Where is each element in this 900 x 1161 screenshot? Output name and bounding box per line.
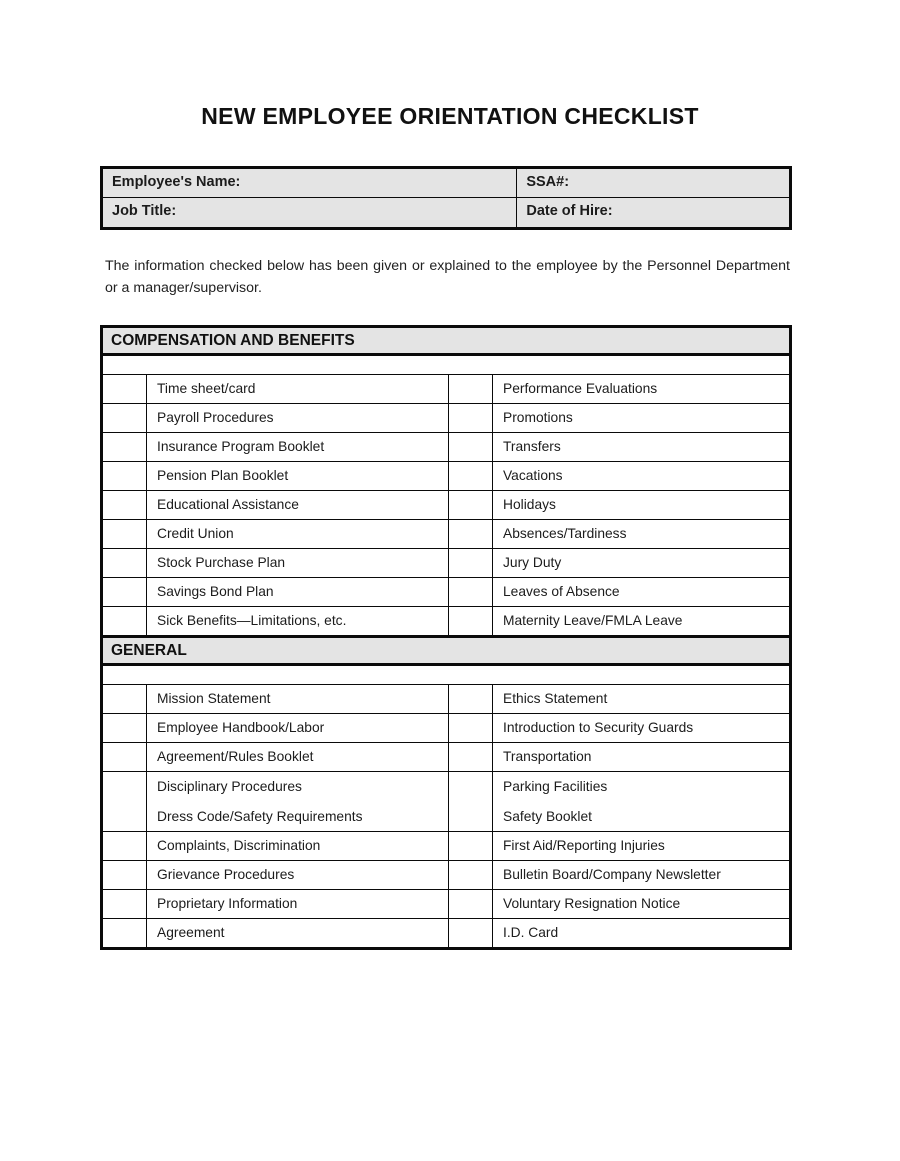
checklist-row [103,462,789,491]
item-cell [147,462,449,490]
date-of-hire-label: Date of Hire: [517,198,789,227]
item-label: Disciplinary Procedures [157,779,302,794]
item-cell [493,578,789,606]
item-label: Credit Union [157,526,234,541]
checkbox-cell [449,861,493,889]
item-cell [147,772,449,831]
item-cell [493,832,789,860]
page-title: NEW EMPLOYEE ORIENTATION CHECKLIST [201,103,699,129]
item-label: Pension Plan Booklet [157,468,289,483]
checkbox-cell [449,743,493,771]
checkbox-cell [103,549,147,577]
item-cell [147,491,449,519]
checkbox-cell [449,375,493,403]
checkbox-cell [103,520,147,548]
item-label: Agreement [157,925,225,940]
checkbox-cell [449,772,493,831]
checkbox-cell [449,404,493,432]
employee-info-table [100,166,792,230]
item-label: Introduction to Security Guards [503,720,694,735]
item-cell [493,462,789,490]
checkbox-cell [103,607,147,635]
checkbox-cell [103,491,147,519]
checkbox-cell [103,714,147,742]
item-cell [493,491,789,519]
item-label: Voluntary Resignation Notice [503,896,681,911]
checkbox-cell [103,890,147,918]
checklist-row [103,433,789,462]
item-label: Complaints, Discrimination [157,838,321,853]
checkbox-cell [449,714,493,742]
item-cell [147,919,449,947]
checklist-row [103,549,789,578]
item-cell [147,714,449,742]
item-label: I.D. Card [503,925,559,940]
item-label: Mission Statement [157,691,271,706]
checkbox-cell [449,433,493,461]
checkbox-cell [449,919,493,947]
checklist-row [103,491,789,520]
job-title-label: Job Title: [103,198,517,227]
info-row-1 [103,169,789,198]
item-label: Dress Code/Safety Requirements [157,808,363,824]
checklist-row [103,578,789,607]
item-cell [147,520,449,548]
checkbox-cell [103,462,147,490]
section-heading-compensation-and-benefits: COMPENSATION AND BENEFITS [100,325,792,356]
checkbox-cell [103,861,147,889]
checklist-row [103,685,789,714]
checkbox-cell [103,685,147,713]
item-label: Proprietary Information [157,896,298,911]
checklist-row [103,520,789,549]
checkbox-cell [103,743,147,771]
item-label: Grievance Procedures [157,867,295,882]
item-cell [147,890,449,918]
checklist-row [103,861,789,890]
item-cell [147,433,449,461]
section-body-compensation-and-benefits [100,356,792,635]
spacer-row [103,356,789,375]
item-cell [493,433,789,461]
checkbox-cell [449,491,493,519]
item-cell [147,549,449,577]
info-row-2 [103,198,789,227]
item-label: Transfers [503,439,561,454]
item-label: Transportation [503,749,592,764]
checkbox-cell [449,520,493,548]
checklist-row [103,404,789,433]
spacer-row [103,666,789,685]
checkbox-cell [103,404,147,432]
checkbox-cell [103,772,147,831]
checklist-row [103,607,789,635]
checkbox-cell [449,832,493,860]
item-cell [493,685,789,713]
checklist-row [103,832,789,861]
item-cell [493,772,789,831]
checklist-sections [100,325,792,950]
item-cell [147,743,449,771]
item-cell [493,404,789,432]
item-cell [147,607,449,635]
checkbox-cell [449,685,493,713]
item-label: Sick Benefits—Limitations, etc. [157,613,347,628]
item-label: Employee Handbook/Labor [157,720,325,735]
section-heading-general: GENERAL [100,635,792,666]
item-label: Parking Facilities [503,779,608,794]
item-cell [493,520,789,548]
checkbox-cell [449,890,493,918]
item-label: Holidays [503,497,556,512]
item-cell [493,607,789,635]
item-label: Performance Evaluations [503,381,658,396]
item-label: Leaves of Absence [503,584,620,599]
checkbox-cell [103,578,147,606]
ssa-label: SSA#: [517,169,789,198]
employee-name-label: Employee's Name: [103,169,517,198]
item-label: Ethics Statement [503,691,608,706]
checkbox-cell [449,607,493,635]
checkbox-cell [103,375,147,403]
checkbox-cell [103,919,147,947]
checklist-row [103,714,789,743]
checklist-row [103,375,789,404]
item-label: Promotions [503,410,573,425]
item-cell [493,890,789,918]
item-label: Absences/Tardiness [503,526,627,541]
item-label: Insurance Program Booklet [157,439,325,454]
item-cell [493,549,789,577]
item-label: Maternity Leave/FMLA Leave [503,613,683,628]
item-cell [493,861,789,889]
item-cell [147,861,449,889]
item-label: Payroll Procedures [157,410,274,425]
item-cell [493,714,789,742]
item-label: Educational Assistance [157,497,299,512]
item-cell [147,685,449,713]
item-label: Savings Bond Plan [157,584,274,599]
checklist-row [103,772,789,832]
intro-paragraph: The information checked below has been given or explained to the employee by the Personnel Department or a manager/supervisor. [105,258,790,296]
item-cell [493,743,789,771]
checklist-row [103,743,789,772]
item-cell [493,919,789,947]
item-label: Time sheet/card [157,381,256,396]
section-body-general [100,666,792,950]
checkbox-cell [449,462,493,490]
item-label: Stock Purchase Plan [157,555,286,570]
item-label: First Aid/Reporting Injuries [503,838,665,853]
item-cell [147,404,449,432]
item-cell [147,375,449,403]
checkbox-cell [103,433,147,461]
checkbox-cell [449,549,493,577]
item-label: Vacations [503,468,563,483]
item-cell [493,375,789,403]
item-label: Bulletin Board/Company Newsletter [503,867,721,882]
item-label: Agreement/Rules Booklet [157,749,314,764]
checkbox-cell [449,578,493,606]
item-cell [147,832,449,860]
item-cell [147,578,449,606]
checklist-row [103,919,789,947]
item-label: Jury Duty [503,555,562,570]
item-label: Safety Booklet [503,808,592,824]
checklist-row [103,890,789,919]
checkbox-cell [103,832,147,860]
